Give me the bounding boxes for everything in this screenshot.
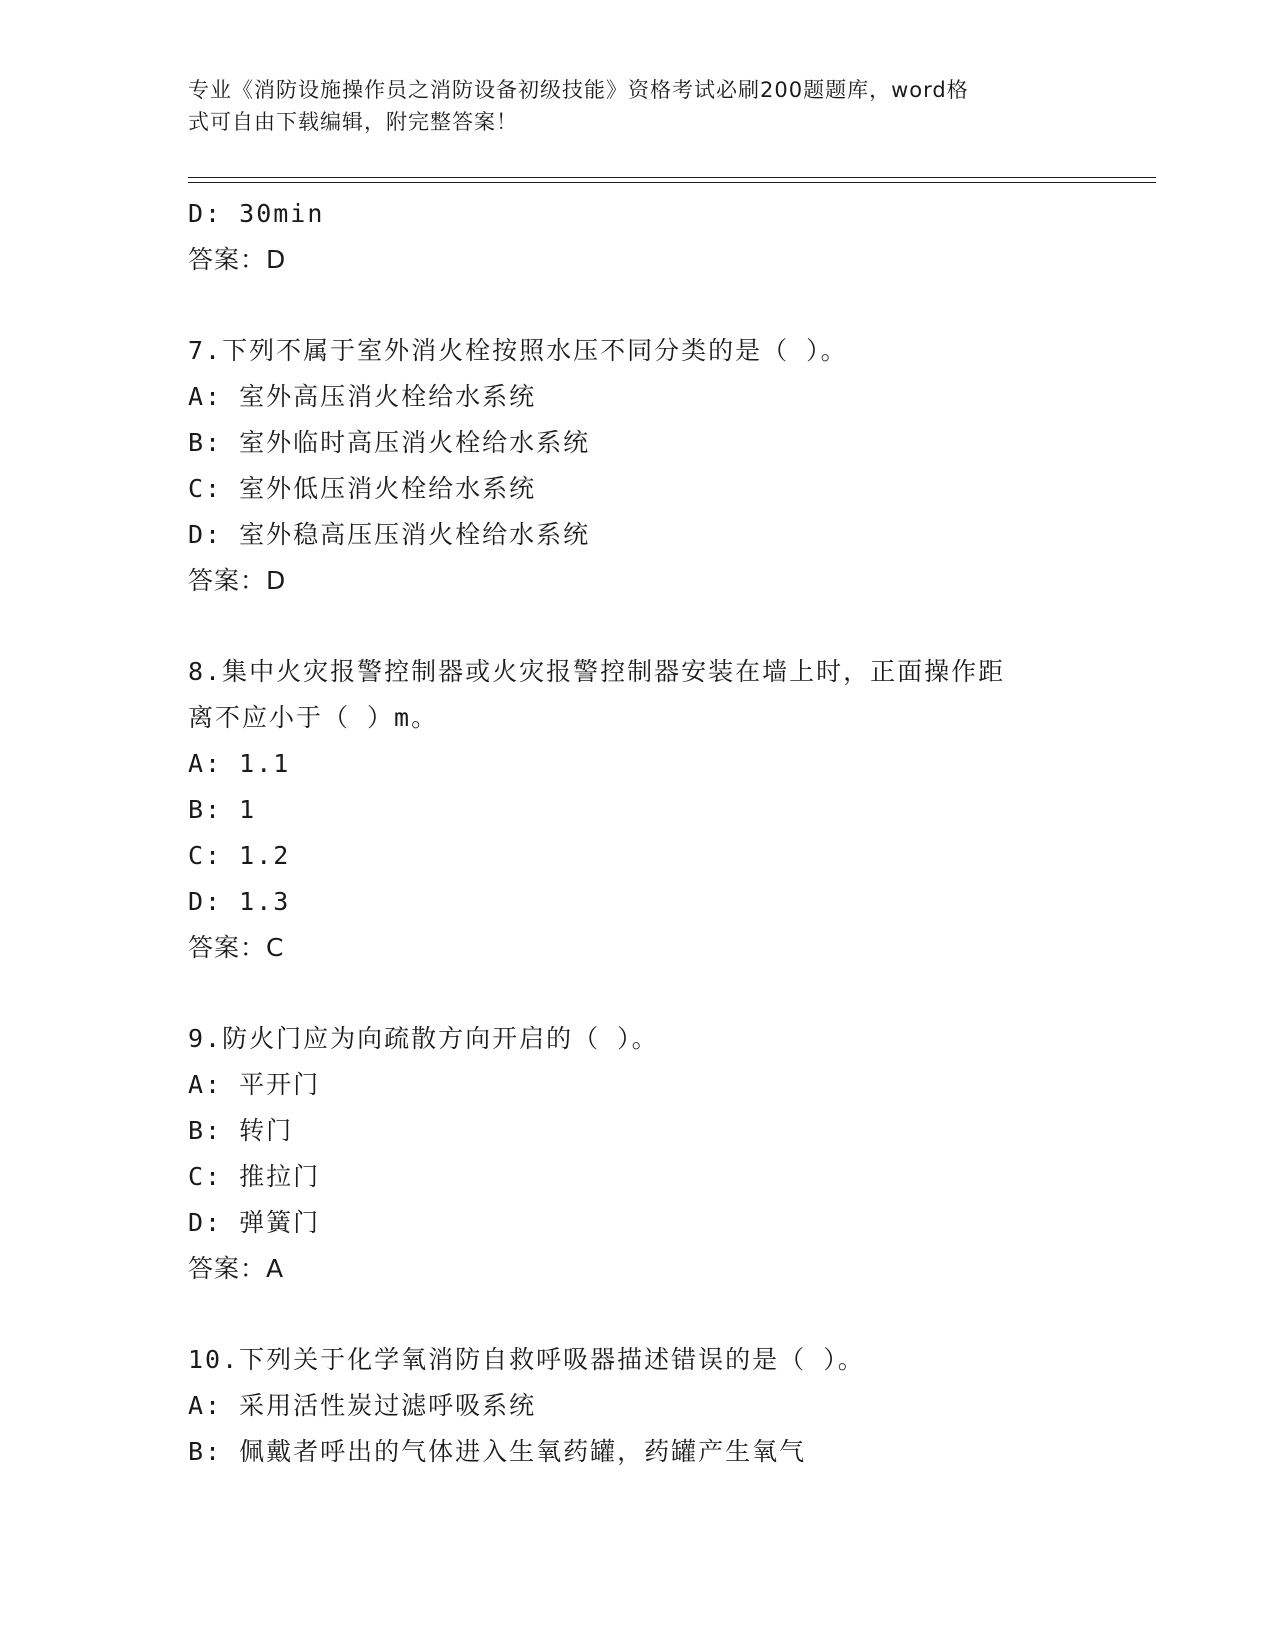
question-9: 9.防火门应为向疏散方向开启的（ ）。 xyxy=(188,1024,659,1053)
question-10: 10.下列关于化学氧消防自救呼吸器描述错误的是（ ）。 xyxy=(188,1345,865,1374)
option-b: B: 1 xyxy=(188,795,257,824)
option-a: A: 平开门 xyxy=(188,1070,321,1099)
answer-line: 答案：C xyxy=(188,933,285,962)
option-a: A: 采用活性炭过滤呼吸系统 xyxy=(188,1391,537,1420)
question-7: 7.下列不属于室外消火栓按照水压不同分类的是（ ）。 xyxy=(188,336,848,365)
option-d: D: 室外稳高压压消火栓给水系统 xyxy=(188,520,591,549)
option-d: D: 弹簧门 xyxy=(188,1208,321,1237)
spacer xyxy=(188,283,1088,328)
document-header xyxy=(188,74,1068,138)
option-c: C: 推拉门 xyxy=(188,1162,321,1191)
option-b: B: 转门 xyxy=(188,1116,294,1145)
question-list xyxy=(188,191,1088,1475)
header-divider-bottom xyxy=(188,182,1156,183)
option-b: B: 室外临时高压消火栓给水系统 xyxy=(188,428,591,457)
option-c: C: 室外低压消火栓给水系统 xyxy=(188,474,537,503)
answer-line: 答案：A xyxy=(188,1254,285,1283)
option-d: D: 30min xyxy=(188,199,325,228)
option-b: B: 佩戴者呼出的气体进入生氧药罐，药罐产生氧气 xyxy=(188,1437,807,1466)
answer-line: 答案：D xyxy=(188,566,287,595)
question-8-line-2: 离不应小于（ ）m。 xyxy=(188,703,439,732)
answer-line: 答案：D xyxy=(188,245,287,274)
question-8-line-1: 8.集中火灾报警控制器或火灾报警控制器安装在墙上时，正面操作距 xyxy=(188,657,1006,686)
option-a: A: 1.1 xyxy=(188,749,291,778)
header-divider-top xyxy=(188,177,1156,178)
header-line-2: 式可自由下载编辑，附完整答案！ xyxy=(188,110,518,134)
option-d: D: 1.3 xyxy=(188,887,291,916)
option-a: A: 室外高压消火栓给水系统 xyxy=(188,382,537,411)
option-c: C: 1.2 xyxy=(188,841,291,870)
spacer xyxy=(188,604,1088,649)
header-line-1: 专业《消防设施操作员之消防设备初级技能》资格考试必刷200题题库，word格 xyxy=(188,78,969,102)
spacer xyxy=(188,1292,1088,1337)
spacer xyxy=(188,971,1088,1016)
